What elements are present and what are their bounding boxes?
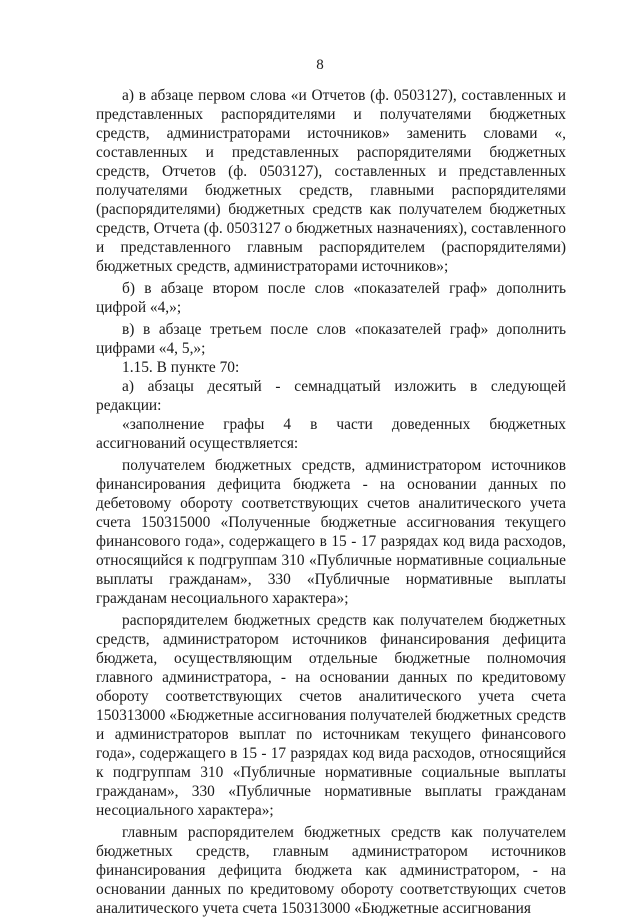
paragraph-4: 1.15. В пункте 70: [122, 359, 240, 376]
paragraph-2: б) в абзаце втором после слов «показателей граф» дополнить цифрой «4,»; [96, 280, 566, 316]
paragraph-1: а) в абзаце первом слова «и Отчетов (ф. 0503127), составленных и представленных распорядителями и получателями бюджетных средств, администраторами источников» заменить словами «, составленных и представленных распорядителями бюджетных средств, Отчетов (ф. 0503127), составленных и представленных получателями бюджетных средств, главными распорядителями (распорядителями) бюджетных средств как получателем бюджетных средств, Отчета (ф. 0503127 о бюджетных назначениях), составленного и представленного главным распорядителем (распорядителями) бюджетных средств, администраторами источников»; [96, 87, 566, 275]
paragraph-3: в) в абзаце третьем после слов «показателей граф» дополнить цифрами «4, 5,»; [96, 321, 566, 357]
paragraph-6: «заполнение графы 4 в части доведенных бюджетных ассигнований осуществляется: [96, 416, 566, 452]
paragraph-8: распорядителем бюджетных средств как получателем бюджетных средств, администратором источников финансирования дефицита бюджета, осуществляющим отдельные бюджетные полномочия главного администратора, - на основании данных по кредитовому обороту соответствующих счетов аналитического учета счета 150313000 «Бюджетные ассигнования получателей бюджетных средств и администраторов выплат по источникам текущего финансового года», содержащего в 15 - 17 разрядах код вида расходов, относящийся к подгруппам 310 «Публичные нормативные социальные выплаты гражданам», 330 «Публичные нормативные выплаты гражданам несоциального характера»; [96, 612, 566, 819]
document-body [96, 86, 566, 918]
paragraph-9: главным распорядителем бюджетных средств как получателем бюджетных средств, главным администратором источников финансирования дефицита бюджета как администратором, - на основании данных по кредитовому обороту соответствующих счетов аналитического учета счета 150313000 «Бюджетные ассигнования [96, 824, 566, 917]
page-number: 8 [316, 57, 324, 73]
paragraph-7: получателем бюджетных средств, администратором источников финансирования дефицита бюджета - на основании данных по дебетовому обороту соответствующих счетов аналитического учета счета 150315000 «Полученные бюджетные ассигнования текущего финансового года», содержащего в 15 - 17 разрядах код вида расходов, относящийся к подгруппам 310 «Публичные нормативные социальные выплаты гражданам», 330 «Публичные нормативные выплаты гражданам несоциального характера»; [96, 457, 566, 607]
paragraph-5: а) абзацы десятый - семнадцатый изложить в следующей редакции: [96, 378, 566, 414]
